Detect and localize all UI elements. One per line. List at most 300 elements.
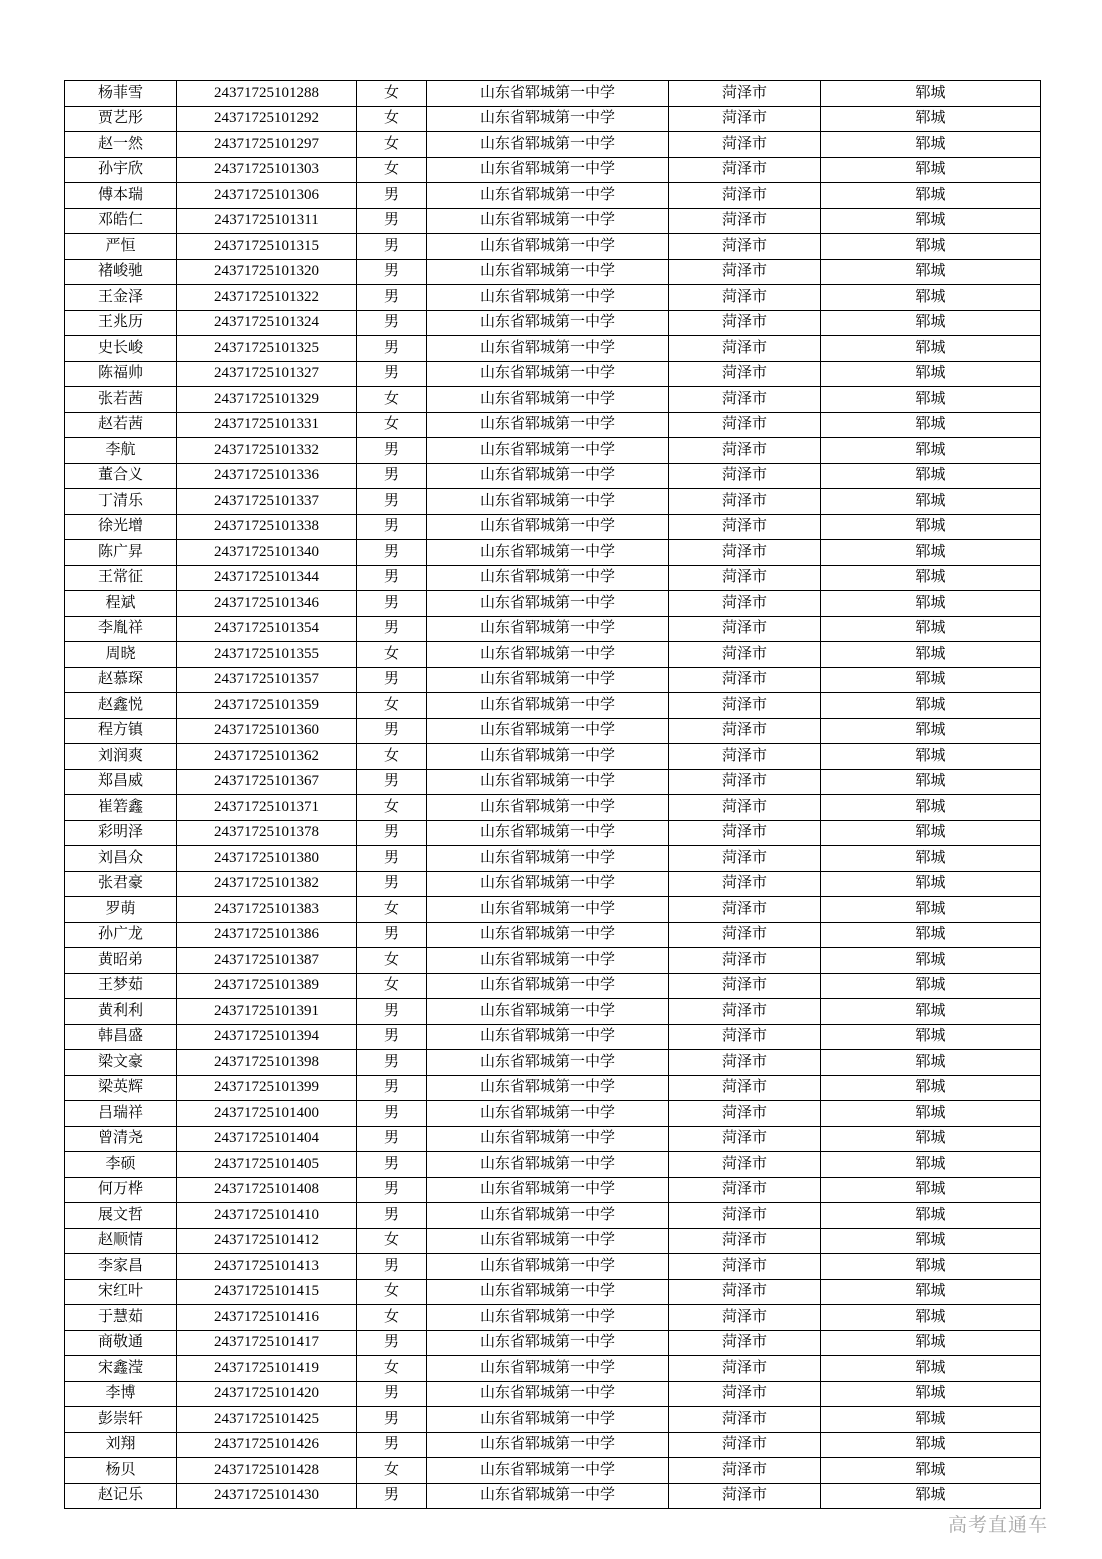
table-row xyxy=(65,897,1041,923)
name-cell: 杨贝 xyxy=(65,1458,177,1484)
district-cell: 郓城 xyxy=(821,81,1041,107)
district-cell: 郓城 xyxy=(821,1101,1041,1127)
district-cell: 郓城 xyxy=(821,693,1041,719)
school-cell: 山东省郓城第一中学 xyxy=(427,1152,669,1178)
table-row xyxy=(65,1407,1041,1433)
city-cell: 菏泽市 xyxy=(669,1432,821,1458)
student-table-body xyxy=(65,81,1041,1509)
exam-number-cell: 24371725101324 xyxy=(177,310,357,336)
gender-cell: 男 xyxy=(357,540,427,566)
table-row xyxy=(65,1305,1041,1331)
district-cell: 郓城 xyxy=(821,616,1041,642)
name-cell: 张君豪 xyxy=(65,871,177,897)
district-cell: 郓城 xyxy=(821,1228,1041,1254)
city-cell: 菏泽市 xyxy=(669,565,821,591)
city-cell: 菏泽市 xyxy=(669,1177,821,1203)
exam-number-cell: 24371725101362 xyxy=(177,744,357,770)
school-cell: 山东省郓城第一中学 xyxy=(427,667,669,693)
city-cell: 菏泽市 xyxy=(669,1203,821,1229)
exam-number-cell: 24371725101408 xyxy=(177,1177,357,1203)
gender-cell: 女 xyxy=(357,1305,427,1331)
district-cell: 郓城 xyxy=(821,973,1041,999)
district-cell: 郓城 xyxy=(821,1126,1041,1152)
district-cell: 郓城 xyxy=(821,1381,1041,1407)
gender-cell: 男 xyxy=(357,1254,427,1280)
district-cell: 郓城 xyxy=(821,897,1041,923)
name-cell: 陈广昇 xyxy=(65,540,177,566)
district-cell: 郓城 xyxy=(821,540,1041,566)
name-cell: 黄利利 xyxy=(65,999,177,1025)
name-cell: 史长峻 xyxy=(65,336,177,362)
district-cell: 郓城 xyxy=(821,1483,1041,1509)
school-cell: 山东省郓城第一中学 xyxy=(427,1177,669,1203)
school-cell: 山东省郓城第一中学 xyxy=(427,591,669,617)
exam-number-cell: 24371725101311 xyxy=(177,208,357,234)
exam-number-cell: 24371725101360 xyxy=(177,718,357,744)
district-cell: 郓城 xyxy=(821,948,1041,974)
school-cell: 山东省郓城第一中学 xyxy=(427,897,669,923)
city-cell: 菏泽市 xyxy=(669,999,821,1025)
district-cell: 郓城 xyxy=(821,183,1041,209)
student-roster-table xyxy=(64,80,1041,1509)
name-cell: 李胤祥 xyxy=(65,616,177,642)
table-row xyxy=(65,1203,1041,1229)
district-cell: 郓城 xyxy=(821,412,1041,438)
table-row xyxy=(65,1101,1041,1127)
table-row xyxy=(65,1177,1041,1203)
gender-cell: 女 xyxy=(357,157,427,183)
city-cell: 菏泽市 xyxy=(669,948,821,974)
school-cell: 山东省郓城第一中学 xyxy=(427,489,669,515)
district-cell: 郓城 xyxy=(821,489,1041,515)
exam-number-cell: 24371725101399 xyxy=(177,1075,357,1101)
district-cell: 郓城 xyxy=(821,514,1041,540)
city-cell: 菏泽市 xyxy=(669,1356,821,1382)
table-row xyxy=(65,1024,1041,1050)
city-cell: 菏泽市 xyxy=(669,871,821,897)
gender-cell: 女 xyxy=(357,412,427,438)
school-cell: 山东省郓城第一中学 xyxy=(427,361,669,387)
exam-number-cell: 24371725101415 xyxy=(177,1279,357,1305)
city-cell: 菏泽市 xyxy=(669,438,821,464)
city-cell: 菏泽市 xyxy=(669,336,821,362)
city-cell: 菏泽市 xyxy=(669,1228,821,1254)
exam-number-cell: 24371725101389 xyxy=(177,973,357,999)
table-row xyxy=(65,999,1041,1025)
exam-number-cell: 24371725101387 xyxy=(177,948,357,974)
table-row xyxy=(65,973,1041,999)
city-cell: 菏泽市 xyxy=(669,1407,821,1433)
name-cell: 赵一然 xyxy=(65,132,177,158)
name-cell: 贾艺彤 xyxy=(65,106,177,132)
name-cell: 傅本瑞 xyxy=(65,183,177,209)
gender-cell: 女 xyxy=(357,795,427,821)
table-row xyxy=(65,846,1041,872)
gender-cell: 男 xyxy=(357,310,427,336)
exam-number-cell: 24371725101383 xyxy=(177,897,357,923)
name-cell: 刘翔 xyxy=(65,1432,177,1458)
name-cell: 邓皓仁 xyxy=(65,208,177,234)
school-cell: 山东省郓城第一中学 xyxy=(427,1432,669,1458)
exam-number-cell: 24371725101322 xyxy=(177,285,357,311)
gender-cell: 男 xyxy=(357,489,427,515)
district-cell: 郓城 xyxy=(821,591,1041,617)
school-cell: 山东省郓城第一中学 xyxy=(427,336,669,362)
name-cell: 曾清尧 xyxy=(65,1126,177,1152)
gender-cell: 女 xyxy=(357,973,427,999)
name-cell: 周晓 xyxy=(65,642,177,668)
school-cell: 山东省郓城第一中学 xyxy=(427,285,669,311)
city-cell: 菏泽市 xyxy=(669,1024,821,1050)
exam-number-cell: 24371725101359 xyxy=(177,693,357,719)
name-cell: 郑昌威 xyxy=(65,769,177,795)
gender-cell: 女 xyxy=(357,693,427,719)
school-cell: 山东省郓城第一中学 xyxy=(427,922,669,948)
exam-number-cell: 24371725101306 xyxy=(177,183,357,209)
district-cell: 郓城 xyxy=(821,1330,1041,1356)
gender-cell: 男 xyxy=(357,718,427,744)
name-cell: 徐光增 xyxy=(65,514,177,540)
city-cell: 菏泽市 xyxy=(669,1152,821,1178)
gender-cell: 女 xyxy=(357,744,427,770)
exam-number-cell: 24371725101288 xyxy=(177,81,357,107)
table-row xyxy=(65,1483,1041,1509)
gender-cell: 女 xyxy=(357,1279,427,1305)
gender-cell: 男 xyxy=(357,438,427,464)
exam-number-cell: 24371725101338 xyxy=(177,514,357,540)
gender-cell: 男 xyxy=(357,667,427,693)
school-cell: 山东省郓城第一中学 xyxy=(427,1483,669,1509)
table-row xyxy=(65,1330,1041,1356)
school-cell: 山东省郓城第一中学 xyxy=(427,1458,669,1484)
gender-cell: 女 xyxy=(357,81,427,107)
city-cell: 菏泽市 xyxy=(669,922,821,948)
exam-number-cell: 24371725101325 xyxy=(177,336,357,362)
table-row xyxy=(65,310,1041,336)
city-cell: 菏泽市 xyxy=(669,591,821,617)
school-cell: 山东省郓城第一中学 xyxy=(427,157,669,183)
school-cell: 山东省郓城第一中学 xyxy=(427,132,669,158)
district-cell: 郓城 xyxy=(821,718,1041,744)
school-cell: 山东省郓城第一中学 xyxy=(427,616,669,642)
school-cell: 山东省郓城第一中学 xyxy=(427,1381,669,1407)
city-cell: 菏泽市 xyxy=(669,667,821,693)
school-cell: 山东省郓城第一中学 xyxy=(427,820,669,846)
name-cell: 王兆历 xyxy=(65,310,177,336)
table-row xyxy=(65,361,1041,387)
school-cell: 山东省郓城第一中学 xyxy=(427,948,669,974)
gender-cell: 男 xyxy=(357,999,427,1025)
table-row xyxy=(65,514,1041,540)
district-cell: 郓城 xyxy=(821,744,1041,770)
school-cell: 山东省郓城第一中学 xyxy=(427,234,669,260)
name-cell: 黄昭弟 xyxy=(65,948,177,974)
gender-cell: 男 xyxy=(357,1407,427,1433)
city-cell: 菏泽市 xyxy=(669,106,821,132)
gender-cell: 男 xyxy=(357,1432,427,1458)
city-cell: 菏泽市 xyxy=(669,693,821,719)
exam-number-cell: 24371725101337 xyxy=(177,489,357,515)
exam-number-cell: 24371725101419 xyxy=(177,1356,357,1382)
school-cell: 山东省郓城第一中学 xyxy=(427,514,669,540)
city-cell: 菏泽市 xyxy=(669,795,821,821)
school-cell: 山东省郓城第一中学 xyxy=(427,1228,669,1254)
name-cell: 董合义 xyxy=(65,463,177,489)
district-cell: 郓城 xyxy=(821,999,1041,1025)
gender-cell: 男 xyxy=(357,1203,427,1229)
table-row xyxy=(65,1075,1041,1101)
name-cell: 梁文豪 xyxy=(65,1050,177,1076)
city-cell: 菏泽市 xyxy=(669,1381,821,1407)
city-cell: 菏泽市 xyxy=(669,412,821,438)
school-cell: 山东省郓城第一中学 xyxy=(427,1101,669,1127)
table-row xyxy=(65,1381,1041,1407)
school-cell: 山东省郓城第一中学 xyxy=(427,693,669,719)
gender-cell: 男 xyxy=(357,871,427,897)
table-row xyxy=(65,234,1041,260)
school-cell: 山东省郓城第一中学 xyxy=(427,642,669,668)
table-row xyxy=(65,438,1041,464)
name-cell: 李博 xyxy=(65,1381,177,1407)
name-cell: 刘润爽 xyxy=(65,744,177,770)
gender-cell: 男 xyxy=(357,234,427,260)
school-cell: 山东省郓城第一中学 xyxy=(427,1203,669,1229)
gender-cell: 男 xyxy=(357,922,427,948)
name-cell: 宋鑫滢 xyxy=(65,1356,177,1382)
city-cell: 菏泽市 xyxy=(669,361,821,387)
table-row xyxy=(65,591,1041,617)
exam-number-cell: 24371725101382 xyxy=(177,871,357,897)
name-cell: 丁清乐 xyxy=(65,489,177,515)
school-cell: 山东省郓城第一中学 xyxy=(427,1050,669,1076)
exam-number-cell: 24371725101394 xyxy=(177,1024,357,1050)
gender-cell: 男 xyxy=(357,285,427,311)
table-row xyxy=(65,157,1041,183)
school-cell: 山东省郓城第一中学 xyxy=(427,1330,669,1356)
name-cell: 孙宇欣 xyxy=(65,157,177,183)
gender-cell: 男 xyxy=(357,514,427,540)
city-cell: 菏泽市 xyxy=(669,132,821,158)
school-cell: 山东省郓城第一中学 xyxy=(427,1407,669,1433)
exam-number-cell: 24371725101354 xyxy=(177,616,357,642)
district-cell: 郓城 xyxy=(821,157,1041,183)
name-cell: 李家昌 xyxy=(65,1254,177,1280)
district-cell: 郓城 xyxy=(821,1050,1041,1076)
gender-cell: 男 xyxy=(357,1381,427,1407)
name-cell: 崔箬鑫 xyxy=(65,795,177,821)
city-cell: 菏泽市 xyxy=(669,157,821,183)
name-cell: 王梦茹 xyxy=(65,973,177,999)
city-cell: 菏泽市 xyxy=(669,463,821,489)
name-cell: 展文哲 xyxy=(65,1203,177,1229)
city-cell: 菏泽市 xyxy=(669,234,821,260)
district-cell: 郓城 xyxy=(821,1254,1041,1280)
district-cell: 郓城 xyxy=(821,259,1041,285)
name-cell: 赵鑫悦 xyxy=(65,693,177,719)
exam-number-cell: 24371725101320 xyxy=(177,259,357,285)
city-cell: 菏泽市 xyxy=(669,1330,821,1356)
name-cell: 程方镇 xyxy=(65,718,177,744)
exam-number-cell: 24371725101400 xyxy=(177,1101,357,1127)
district-cell: 郓城 xyxy=(821,1279,1041,1305)
school-cell: 山东省郓城第一中学 xyxy=(427,973,669,999)
city-cell: 菏泽市 xyxy=(669,183,821,209)
school-cell: 山东省郓城第一中学 xyxy=(427,769,669,795)
exam-number-cell: 24371725101412 xyxy=(177,1228,357,1254)
gender-cell: 女 xyxy=(357,1356,427,1382)
school-cell: 山东省郓城第一中学 xyxy=(427,310,669,336)
exam-number-cell: 24371725101416 xyxy=(177,1305,357,1331)
city-cell: 菏泽市 xyxy=(669,489,821,515)
gender-cell: 女 xyxy=(357,1458,427,1484)
district-cell: 郓城 xyxy=(821,1177,1041,1203)
school-cell: 山东省郓城第一中学 xyxy=(427,1305,669,1331)
gender-cell: 男 xyxy=(357,336,427,362)
name-cell: 李航 xyxy=(65,438,177,464)
table-row xyxy=(65,642,1041,668)
exam-number-cell: 24371725101371 xyxy=(177,795,357,821)
table-row xyxy=(65,565,1041,591)
exam-number-cell: 24371725101428 xyxy=(177,1458,357,1484)
table-row xyxy=(65,616,1041,642)
name-cell: 刘昌众 xyxy=(65,846,177,872)
city-cell: 菏泽市 xyxy=(669,973,821,999)
district-cell: 郓城 xyxy=(821,846,1041,872)
district-cell: 郓城 xyxy=(821,361,1041,387)
city-cell: 菏泽市 xyxy=(669,1254,821,1280)
city-cell: 菏泽市 xyxy=(669,744,821,770)
district-cell: 郓城 xyxy=(821,1152,1041,1178)
name-cell: 商敬通 xyxy=(65,1330,177,1356)
gender-cell: 男 xyxy=(357,259,427,285)
school-cell: 山东省郓城第一中学 xyxy=(427,1279,669,1305)
exam-number-cell: 24371725101303 xyxy=(177,157,357,183)
name-cell: 韩昌盛 xyxy=(65,1024,177,1050)
city-cell: 菏泽市 xyxy=(669,1075,821,1101)
name-cell: 彩明泽 xyxy=(65,820,177,846)
exam-number-cell: 24371725101315 xyxy=(177,234,357,260)
city-cell: 菏泽市 xyxy=(669,1050,821,1076)
exam-number-cell: 24371725101367 xyxy=(177,769,357,795)
exam-number-cell: 24371725101425 xyxy=(177,1407,357,1433)
exam-number-cell: 24371725101386 xyxy=(177,922,357,948)
exam-number-cell: 24371725101404 xyxy=(177,1126,357,1152)
table-row xyxy=(65,871,1041,897)
name-cell: 王金泽 xyxy=(65,285,177,311)
name-cell: 罗萌 xyxy=(65,897,177,923)
gender-cell: 女 xyxy=(357,387,427,413)
city-cell: 菏泽市 xyxy=(669,820,821,846)
gender-cell: 男 xyxy=(357,208,427,234)
gender-cell: 男 xyxy=(357,1050,427,1076)
exam-number-cell: 24371725101357 xyxy=(177,667,357,693)
district-cell: 郓城 xyxy=(821,1458,1041,1484)
table-row xyxy=(65,718,1041,744)
table-row xyxy=(65,769,1041,795)
exam-number-cell: 24371725101327 xyxy=(177,361,357,387)
school-cell: 山东省郓城第一中学 xyxy=(427,412,669,438)
gender-cell: 女 xyxy=(357,1228,427,1254)
table-row xyxy=(65,1126,1041,1152)
table-row xyxy=(65,208,1041,234)
table-row xyxy=(65,922,1041,948)
school-cell: 山东省郓城第一中学 xyxy=(427,438,669,464)
exam-number-cell: 24371725101331 xyxy=(177,412,357,438)
school-cell: 山东省郓城第一中学 xyxy=(427,1075,669,1101)
name-cell: 孙广龙 xyxy=(65,922,177,948)
district-cell: 郓城 xyxy=(821,106,1041,132)
gender-cell: 男 xyxy=(357,565,427,591)
table-row xyxy=(65,106,1041,132)
city-cell: 菏泽市 xyxy=(669,514,821,540)
school-cell: 山东省郓城第一中学 xyxy=(427,106,669,132)
gender-cell: 男 xyxy=(357,820,427,846)
gender-cell: 男 xyxy=(357,846,427,872)
district-cell: 郓城 xyxy=(821,667,1041,693)
district-cell: 郓城 xyxy=(821,234,1041,260)
name-cell: 赵记乐 xyxy=(65,1483,177,1509)
gender-cell: 男 xyxy=(357,1024,427,1050)
city-cell: 菏泽市 xyxy=(669,1126,821,1152)
table-row xyxy=(65,81,1041,107)
school-cell: 山东省郓城第一中学 xyxy=(427,208,669,234)
school-cell: 山东省郓城第一中学 xyxy=(427,1126,669,1152)
city-cell: 菏泽市 xyxy=(669,208,821,234)
table-row xyxy=(65,387,1041,413)
gender-cell: 男 xyxy=(357,1101,427,1127)
city-cell: 菏泽市 xyxy=(669,310,821,336)
exam-number-cell: 24371725101332 xyxy=(177,438,357,464)
city-cell: 菏泽市 xyxy=(669,846,821,872)
district-cell: 郓城 xyxy=(821,1432,1041,1458)
school-cell: 山东省郓城第一中学 xyxy=(427,795,669,821)
district-cell: 郓城 xyxy=(821,642,1041,668)
school-cell: 山东省郓城第一中学 xyxy=(427,1356,669,1382)
name-cell: 吕瑞祥 xyxy=(65,1101,177,1127)
exam-number-cell: 24371725101417 xyxy=(177,1330,357,1356)
name-cell: 赵若茜 xyxy=(65,412,177,438)
exam-number-cell: 24371725101380 xyxy=(177,846,357,872)
exam-number-cell: 24371725101413 xyxy=(177,1254,357,1280)
table-row xyxy=(65,259,1041,285)
gender-cell: 男 xyxy=(357,1177,427,1203)
gender-cell: 男 xyxy=(357,1075,427,1101)
school-cell: 山东省郓城第一中学 xyxy=(427,846,669,872)
name-cell: 李硕 xyxy=(65,1152,177,1178)
table-row xyxy=(65,336,1041,362)
name-cell: 严恒 xyxy=(65,234,177,260)
table-row xyxy=(65,132,1041,158)
district-cell: 郓城 xyxy=(821,1075,1041,1101)
district-cell: 郓城 xyxy=(821,769,1041,795)
gender-cell: 女 xyxy=(357,642,427,668)
exam-number-cell: 24371725101430 xyxy=(177,1483,357,1509)
district-cell: 郓城 xyxy=(821,565,1041,591)
exam-number-cell: 24371725101378 xyxy=(177,820,357,846)
exam-number-cell: 24371725101344 xyxy=(177,565,357,591)
table-row xyxy=(65,1279,1041,1305)
exam-number-cell: 24371725101398 xyxy=(177,1050,357,1076)
name-cell: 赵慕琛 xyxy=(65,667,177,693)
gender-cell: 男 xyxy=(357,769,427,795)
district-cell: 郓城 xyxy=(821,285,1041,311)
exam-number-cell: 24371725101336 xyxy=(177,463,357,489)
exam-number-cell: 24371725101329 xyxy=(177,387,357,413)
city-cell: 菏泽市 xyxy=(669,1305,821,1331)
exam-number-cell: 24371725101391 xyxy=(177,999,357,1025)
name-cell: 褚峻驰 xyxy=(65,259,177,285)
school-cell: 山东省郓城第一中学 xyxy=(427,81,669,107)
